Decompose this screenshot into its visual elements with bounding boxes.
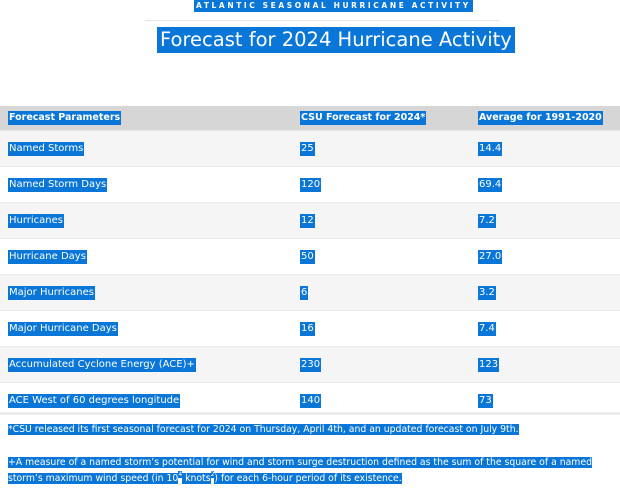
column-header-csu-forecast: CSU Forecast for 2024* [301,112,426,123]
cell-parameter: Named Storm Days [9,178,107,190]
cell-average: 69.4 [479,178,502,190]
cell-csu-forecast: 230 [301,358,321,370]
cell-average: 14.4 [479,142,502,154]
cell-parameter: Accumulated Cyclone Energy (ACE)+ [9,358,195,370]
forecast-table [0,106,620,418]
footnote-ace-line2-c: ) for each 6-hour period of its existence. [214,473,402,484]
table-bottom-border [0,412,620,415]
table-row [0,310,620,346]
cell-parameter: Hurricane Days [9,250,86,262]
cell-average: 3.2 [479,286,495,298]
cell-average: 7.4 [479,322,495,334]
footnote-ace [8,455,592,487]
footnote-ace-line2-a: storm’s maximum wind speed (in 10 [8,473,179,484]
footnote-ace-sup-square: 2 [210,471,215,478]
column-header-average: Average for 1991-2020 [479,112,602,123]
cell-csu-forecast: 16 [301,322,314,334]
table-row [0,202,620,238]
cell-parameter: Named Storms [9,142,84,154]
table-row [0,238,620,274]
table-header-row [0,106,620,130]
footnote-csu-text: *CSU released its first seasonal forecast for 2024 on Thursday, April 4th, and an updated forecast on July 9th. [8,424,519,435]
cell-parameter: Major Hurricane Days [9,322,117,334]
table-body [0,130,620,418]
table-row [0,130,620,166]
table-row [0,274,620,310]
cell-csu-forecast: 12 [301,214,314,226]
page-title: Forecast for 2024 Hurricane Activity [157,27,515,53]
cell-average: 7.2 [479,214,495,226]
cell-csu-forecast: 25 [301,142,314,154]
cell-parameter: ACE West of 60 degrees longitude [9,394,180,406]
section-kicker: ATLANTIC SEASONAL HURRICANE ACTIVITY [196,1,471,10]
cell-csu-forecast: 6 [301,286,308,298]
footnote-ace-sup-power: 4 [178,471,183,478]
title-divider [145,20,500,21]
column-header-parameters: Forecast Parameters [9,112,121,123]
cell-average: 27.0 [479,250,502,262]
table-row [0,346,620,382]
cell-csu-forecast: 50 [301,250,314,262]
cell-csu-forecast: 120 [301,178,321,190]
cell-csu-forecast: 140 [301,394,321,406]
cell-parameter: Hurricanes [9,214,64,226]
cell-average: 123 [479,358,499,370]
footnote-ace-line2-b: knots [182,473,211,484]
cell-parameter: Major Hurricanes [9,286,94,298]
cell-average: 73 [479,394,492,406]
footnote-ace-line1: +A measure of a named storm’s potential for wind and storm surge destruction defined as the sum of the square of a named [8,457,592,468]
table-row [0,166,620,202]
footnote-csu [8,422,519,438]
